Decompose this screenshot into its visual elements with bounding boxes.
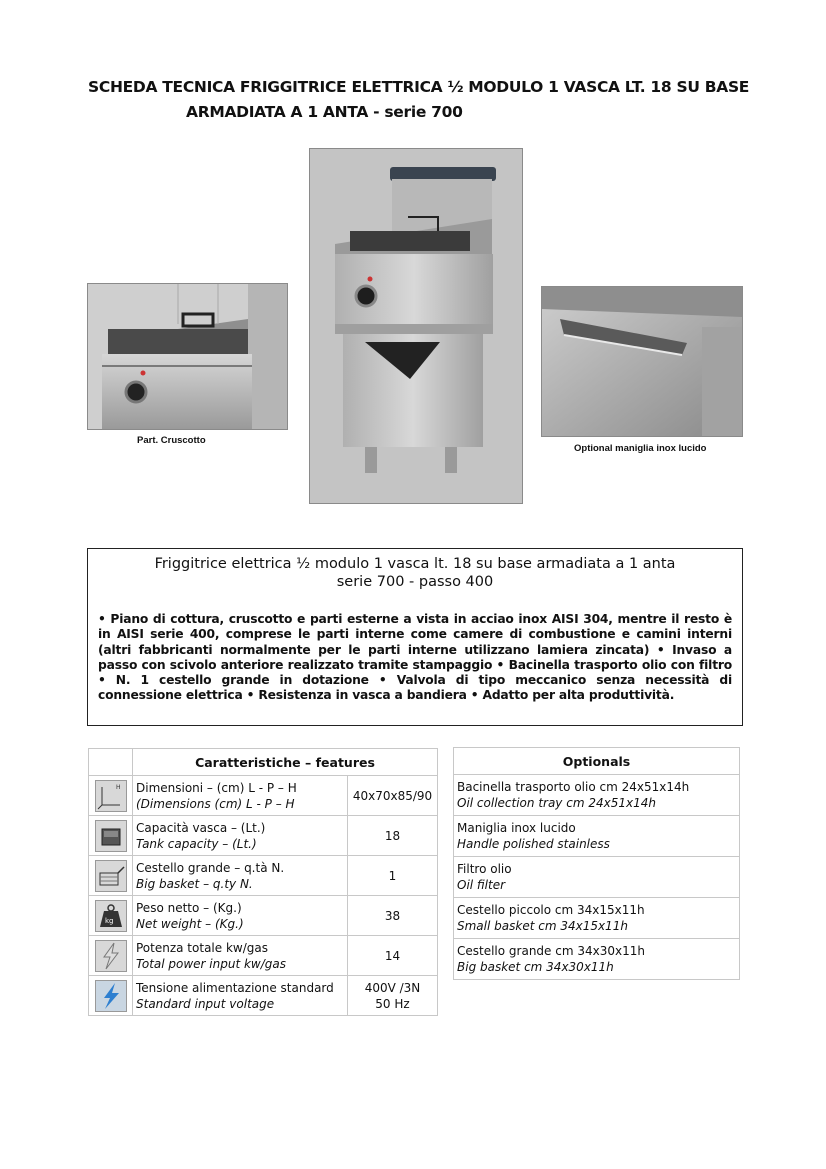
basket-icon [89, 856, 133, 896]
option-en: Handle polished stainless [457, 837, 610, 851]
table-cell [454, 775, 740, 816]
svg-text:H: H [115, 783, 121, 791]
option-it: Filtro olio [457, 862, 512, 876]
features-header-spacer [89, 749, 133, 776]
table-cell-value [348, 976, 438, 1016]
option-it: Cestello piccolo cm 34x15x11h [457, 903, 645, 917]
table-cell-label [133, 896, 348, 936]
value-line1: 400V /3N [364, 980, 421, 995]
table-cell [454, 939, 740, 980]
table-row [454, 857, 740, 898]
table-cell-label [133, 976, 348, 1016]
power-icon [89, 936, 133, 976]
page-title-line2: ARMADIATA A 1 ANTA - serie 700 [186, 103, 463, 121]
value-line2: 50 Hz [375, 996, 410, 1011]
label-en: Standard input voltage [136, 996, 275, 1011]
page-title-line1: SCHEDA TECNICA FRIGGITRICE ELETTRICA ½ MODULO 1 VASCA LT. 18 SU BASE [88, 78, 750, 96]
label-en: Net weight – (Kg.) [136, 916, 244, 931]
table-cell-label [133, 856, 348, 896]
option-en: Oil filter [457, 878, 506, 892]
table-row [89, 856, 438, 896]
option-it: Bacinella trasporto olio cm 24x51x14h [457, 780, 690, 794]
weight-icon [89, 896, 133, 936]
features-header: Caratteristiche – features [133, 749, 438, 776]
table-row [454, 775, 740, 816]
label-it: Potenza totale kw/gas [136, 940, 268, 955]
table-row [89, 976, 438, 1016]
control-panel-photo [87, 283, 288, 430]
table-cell [454, 816, 740, 857]
table-row [89, 936, 438, 976]
features-table [88, 748, 438, 1016]
optionals-header: Optionals [454, 748, 740, 775]
option-it: Maniglia inox lucido [457, 821, 576, 835]
table-row [454, 816, 740, 857]
table-cell [454, 898, 740, 939]
description-title [88, 555, 742, 591]
svg-text:kg: kg [104, 916, 113, 925]
description-box [87, 548, 743, 726]
label-it: Cestello grande – q.tà N. [136, 860, 285, 875]
optionals-table [453, 747, 740, 980]
label-en: Total power input kw/gas [136, 956, 287, 971]
label-it: Tensione alimentazione standard [136, 980, 334, 995]
table-row [89, 896, 438, 936]
option-en: Small basket cm 34x15x11h [457, 919, 628, 933]
table-cell-value: 18 [348, 816, 438, 856]
option-en: Oil collection tray cm 24x51x14h [457, 796, 656, 810]
description-text: • Piano di cottura, cruscotto e parti esterne a vista in acciao inox AISI 304, mentre il resto è in AISI serie 400, comprese le parti interne come camere di combustione e camini interni (altri fabbricanti normalmente per le parti interne utilizzano lamiera zincata) • Invaso a passo con scivolo anteriore realizzato tramite stampaggio • Bacinella trasporto olio con filtro • N. 1 cestello grande in dotazione • Valvola di tipo meccanico senza necessità di connessione elettrica • Resistenza in vasca a bandiera • Adatto per alta produttività. [98, 612, 732, 703]
description-title-line1: Friggitrice elettrica ½ modulo 1 vasca lt. 18 su base armadiata a 1 anta [154, 556, 676, 572]
table-cell-value: 38 [348, 896, 438, 936]
handle-photo [541, 286, 743, 437]
table-row [454, 939, 740, 980]
label-it: Capacità vasca – (Lt.) [136, 820, 266, 835]
label-en: Big basket – q.ty N. [136, 876, 253, 891]
table-cell-label [133, 936, 348, 976]
table-row [89, 816, 438, 856]
table-cell-value: 40x70x85/90 [348, 776, 438, 816]
table-cell-label [133, 816, 348, 856]
description-title-line2: serie 700 - passo 400 [336, 574, 494, 590]
label-en: (Dimensions (cm) L - P – H [136, 796, 295, 811]
right-photo-caption: Optional maniglia inox lucido [574, 443, 707, 454]
table-cell [454, 857, 740, 898]
table-row [89, 776, 438, 816]
label-it: Peso netto – (Kg.) [136, 900, 242, 915]
option-en: Big basket cm 34x30x11h [457, 960, 614, 974]
label-en: Tank capacity – (Lt.) [136, 836, 257, 851]
table-cell-value: 1 [348, 856, 438, 896]
voltage-icon [89, 976, 133, 1016]
option-it: Cestello grande cm 34x30x11h [457, 944, 645, 958]
dimensions-icon [89, 776, 133, 816]
label-it: Dimensioni – (cm) L - P – H [136, 780, 297, 795]
table-row [454, 898, 740, 939]
left-photo-caption: Part. Cruscotto [137, 435, 206, 446]
table-cell-value: 14 [348, 936, 438, 976]
tank-icon [89, 816, 133, 856]
table-cell-label [133, 776, 348, 816]
fryer-main-photo [309, 148, 523, 504]
